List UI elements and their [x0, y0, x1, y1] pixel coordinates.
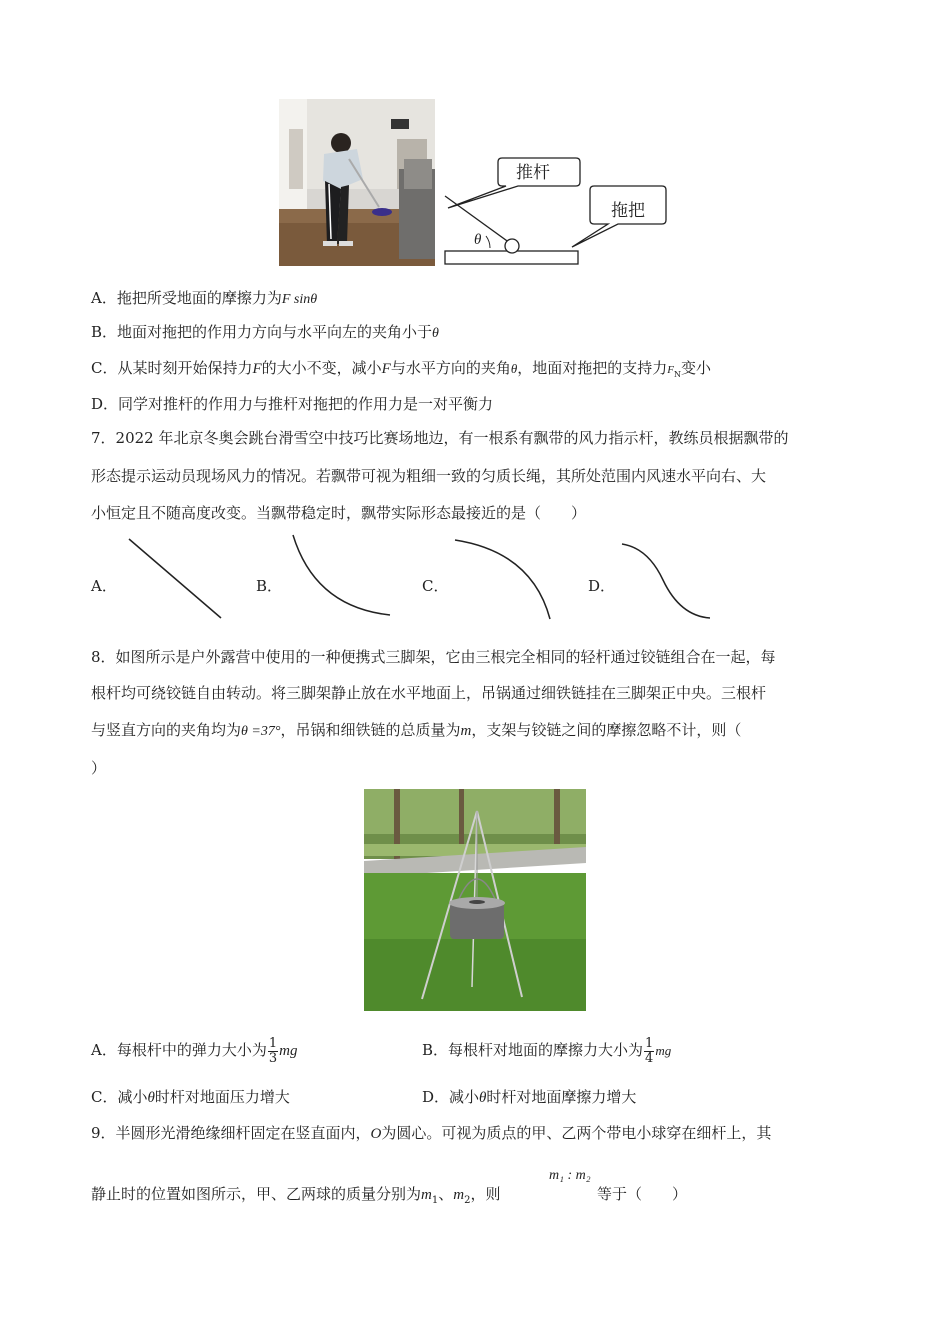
q8-option-a: A．每根杆中的弹力大小为 $\frac{1}{3}$ mg	[91, 1035, 298, 1066]
q7-text-line2: 形态提示运动员现场风力的情况。若飘带可视为粗细一致的匀质长绳，其所处范围内风速水平向右、大	[91, 467, 767, 485]
q8-option-c: C．减小θ时杆对地面压力增大	[91, 1088, 290, 1106]
pushrod-label: 推杆	[516, 163, 550, 183]
q8-text-line1: 8．如图所示是户外露营中使用的一种便携式三脚架，它由三根完全相同的轻杆通过铰链组合在一起，每	[91, 648, 776, 666]
q7-option-c-label: C．	[422, 577, 449, 595]
q8-text-line2: 根杆均可绕铰链自由转动。将三脚架静止放在水平地面上，吊锅通过细铁链挂在三脚架正中央。三根杆	[91, 684, 767, 702]
pushrod-callout	[448, 158, 580, 208]
angle-label: θ	[474, 232, 482, 248]
q6-option-d: D．同学对推杆的作用力与推杆对拖把的作用力是一对平衡力	[91, 395, 494, 413]
q8-option-d: D．减小θ时杆对地面摩擦力增大	[422, 1088, 637, 1106]
fraction-one-fourth: $\frac{1}{4}$	[645, 1035, 654, 1066]
q6-option-a: A．拖把所受地面的摩擦力为F sinθ	[91, 289, 318, 307]
tripod-photo	[364, 789, 586, 1011]
mopping-photo	[279, 99, 435, 266]
q8-option-b: B．每根杆对地面的摩擦力大小为 $\frac{1}{4}$ mg	[422, 1035, 672, 1066]
fraction-one-third: $\frac{1}{3}$	[268, 1035, 278, 1066]
q6-option-c: C．从某时刻开始保持力F的大小不变，减小F与水平方向的夹角θ，地面对拖把的支持力$F_N$变小	[91, 359, 712, 379]
q9-text-line2-end: 等于（ ）	[597, 1185, 688, 1203]
angle-arc	[486, 236, 490, 248]
q9-mass-ratio: m₁ : m₂	[549, 1168, 591, 1183]
q9-text-line1: 9．半圆形光滑绝缘细杆固定在竖直面内，O为圆心。可视为质点的甲、乙两个带电小球穿在细杆上，其	[91, 1124, 772, 1142]
q7-text-line1: 7．2022 年北京冬奥会跳台滑雪空中技巧比赛场地边，有一根系有飘带的风力指示杆，教练员根据飘带的	[91, 429, 789, 447]
q8-text-line3: 与竖直方向的夹角均为θ =37°，吊锅和细铁链的总质量为m，支架与铰链之间的摩擦忽略不计，则（	[91, 721, 742, 739]
q7-option-d-curve	[618, 540, 713, 622]
q6-option-b: B．地面对拖把的作用力方向与水平向左的夹角小于θ	[91, 323, 439, 341]
q7-option-a-curve	[126, 536, 226, 621]
q7-option-a-label: A．	[91, 577, 117, 595]
mop-joint	[505, 239, 519, 253]
q9-text-line2: 静止时的位置如图所示，甲、乙两球的质量分别为$m_1$、$m_2$，则	[91, 1185, 501, 1206]
q7-option-b-curve	[290, 532, 395, 620]
q7-option-b-label: B．	[256, 577, 283, 595]
q7-option-d-label: D．	[588, 577, 616, 595]
q7-text-line3: 小恒定且不随高度改变。当飘带稳定时，飘带实际形态最接近的是（ ）	[91, 504, 587, 522]
q7-option-c-curve	[452, 537, 554, 623]
mop-label: 拖把	[611, 201, 645, 221]
q8-text-line4: ）	[91, 759, 107, 777]
